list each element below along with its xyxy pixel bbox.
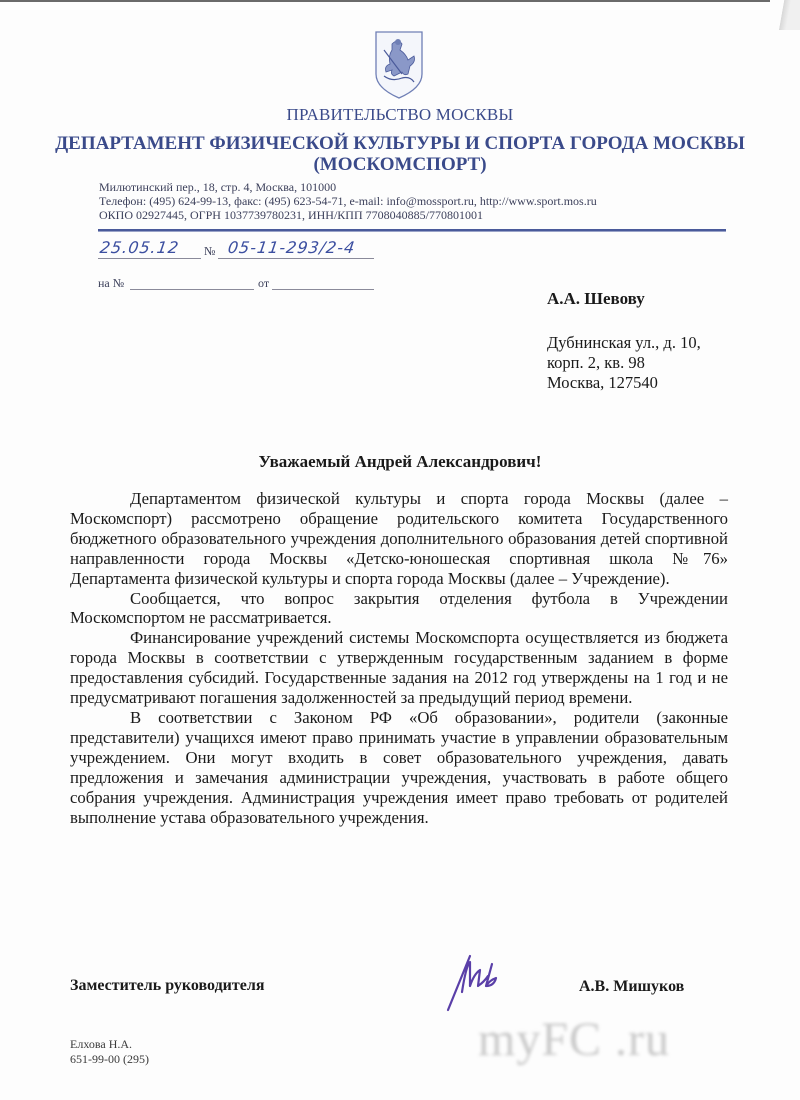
address-line: Дубнинская ул., д. 10,: [547, 333, 701, 352]
signatory-title: Заместитель руководителя: [70, 977, 265, 994]
executor-info: [70, 1037, 149, 1067]
department-phones: Телефон: (495) 624-99-13, факс: (495) 623-54-71, e-mail: info@mossport.ru, http://www.sport.mos.ru: [99, 194, 597, 208]
reply-date-field: [272, 289, 374, 290]
signatory-name: А.В. Мишуков: [579, 978, 685, 995]
body-paragraph: В соответствии с Законом РФ «Об образовании», родители (законные представители) учащихся имеют право принимать участие в управлении образовательным учреждением. Они могут входить в совет образовательного учреждения, давать предложения и замечания администрации учреждения, участвовать в работе общего собрания учреждения. Администрация учреждения имеет право требовать от родителей выполнение устава образовательного учреждения.: [70, 707, 728, 827]
from-label: от: [258, 276, 270, 290]
greeting: Уважаемый Андрей Александрович!: [258, 452, 542, 471]
department-registry-codes: ОКПО 02927445, ОГРН 1037739780231, ИНН/КПП 7708040885/770801001: [99, 208, 483, 222]
scan-edge: [0, 0, 800, 2]
address-line: Москва, 127540: [547, 373, 658, 392]
watermark: myFC .ru: [478, 1013, 671, 1066]
address-line: корп. 2, кв. 98: [547, 353, 645, 372]
government-title: ПРАВИТЕЛЬСТВО МОСКВЫ: [286, 105, 514, 124]
outgoing-date: 25.05.12: [98, 238, 181, 257]
reply-number-field: [130, 289, 254, 290]
moscow-coat-of-arms-icon: [362, 30, 436, 100]
handwritten-signature-icon: [440, 952, 510, 1012]
department-title: ДЕПАРТАМЕНТ ФИЗИЧЕСКОЙ КУЛЬТУРЫ И СПОРТА ГОРОДА МОСКВЫ: [55, 133, 745, 154]
number-label: №: [204, 244, 216, 258]
executor-name: Елхова Н.А.: [70, 1037, 133, 1051]
department-address: Милютинский пер., 18, стр. 4, Москва, 101000: [99, 180, 337, 194]
number-underline: [218, 258, 374, 259]
reply-to-label: на №: [98, 276, 125, 290]
body-paragraph: Финансирование учреждений системы Москомспорта осуществляется из бюджета города Москвы в соответствии с утвержденным государственным заданием в форме предоставления субсидий. Государственные задания на 2012 год утверждены на 1 год и не предусматривают погашения задолженностей за предыдущий период времени.: [70, 628, 728, 708]
letterhead-divider: [98, 229, 726, 232]
outgoing-number: 05-11-293/2-4: [226, 238, 357, 257]
letter-body: [70, 489, 728, 827]
recipient-address: [547, 333, 701, 393]
contact-info: [99, 180, 597, 222]
date-underline: [98, 258, 201, 259]
recipient-name: А.А. Шевову: [547, 289, 645, 308]
scan-corner-shadow: [770, 0, 800, 30]
executor-phone: 651-99-00 (295): [70, 1052, 149, 1066]
body-paragraph: Департаментом физической культуры и спорта города Москвы (далее – Москомспорт) рассмотрено обращение родительского комитета Государственного бюджетного образовательного учреждения дополнительного образования детей спортивной направленности города Москвы «Детско-юношеская спортивная школа №76» Департамента физической культуры и спорта города Москвы (далее – Учреждение).: [70, 489, 728, 588]
body-paragraph: Сообщается, что вопрос закрытия отделения футбола в Учреждении Москомспортом не рассматривается.: [70, 588, 728, 628]
department-abbreviation: (МОСКОМСПОРТ): [313, 154, 487, 175]
